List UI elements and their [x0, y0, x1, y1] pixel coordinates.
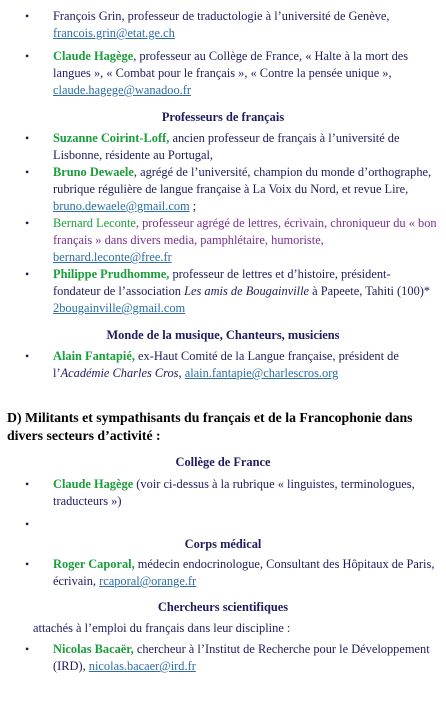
profs-list: [0, 130, 446, 317]
list-item: [0, 48, 446, 99]
person-name: Suzanne Coirint-Loff,: [53, 131, 170, 145]
email-link[interactable]: alain.fantapie@charlescros.org: [184, 366, 339, 380]
section-heading-profs: Professeurs de français: [161, 110, 285, 124]
section-heading-college: Collège de France: [175, 455, 271, 469]
bullet-icon: •: [25, 477, 30, 491]
section-heading-research: Chercheurs scientifiques: [157, 600, 289, 614]
academy-name: Académie Charles Cros: [60, 366, 179, 380]
list-item: [0, 215, 446, 266]
medical-list: [0, 556, 446, 590]
person-name: Bernard Leconte: [53, 216, 136, 230]
person-name: Roger Caporal,: [53, 557, 135, 571]
bullet-icon: •: [25, 49, 30, 63]
email-link[interactable]: claude.hagege@wanadoo.fr: [53, 83, 192, 97]
person-name: Bruno Dewaele: [53, 165, 134, 179]
list-item: [0, 130, 446, 164]
email-link[interactable]: bruno.dewaele@gmail.com: [53, 199, 190, 213]
person-name: Claude Hagège: [53, 477, 134, 491]
list-item: [0, 476, 446, 510]
email-link[interactable]: nicolas.bacaer@ird.fr: [88, 659, 196, 673]
item-text: François Grin, professeur de traductologie à l’université de Genève,: [53, 9, 390, 23]
association-name: Les amis de Bougainville: [184, 284, 310, 298]
item-text: , agrégé de l’université, champion du monde d’orthographe, rubrique régulière de langue française à La Voix du Nord, et revue Lire,: [53, 165, 432, 196]
list-item: [0, 8, 446, 42]
bullet-icon: •: [25, 216, 30, 230]
item-text: , professeur au Collège de France, « Halte à la mort des langues », « Combat pour le français », « Contre la pensée unique »,: [53, 49, 409, 80]
email-link[interactable]: rcaporal@orange.fr: [99, 574, 197, 588]
list-item-empty: [0, 516, 446, 533]
item-text: chercheur à l’Institut de Recherche pour le Développement (IRD),: [53, 642, 430, 673]
list-item: [0, 164, 446, 215]
music-list: [0, 348, 446, 382]
item-text-after: ;: [189, 199, 197, 213]
person-name: Philippe Prudhomme,: [53, 267, 170, 281]
bullet-icon: •: [25, 557, 30, 571]
item-text: professeur de lettres et d’histoire, président-fondateur de l’association: [53, 267, 391, 298]
email-link[interactable]: 2bougainville@gmail.com: [53, 301, 186, 315]
person-name: Alain Fantapié,: [53, 349, 135, 363]
top-list: [0, 8, 446, 99]
research-list: [0, 641, 446, 675]
list-item: [0, 266, 446, 317]
item-text: médecin endocrinologue, Consultant des Hôpitaux de Paris, écrivain,: [53, 557, 435, 588]
person-name: Nicolas Bacaër,: [53, 642, 134, 656]
item-text: , professeur agrégé de lettres, écrivain, chroniqueur du « bon français » dans divers media, pamphlétaire, humoriste,: [53, 216, 437, 247]
item-text: ,: [178, 366, 185, 380]
bullet-icon: •: [25, 165, 30, 179]
bullet-icon: •: [25, 349, 30, 363]
item-text: (voir ci-dessus à la rubrique « linguistes, terminologues, traducteurs »): [53, 477, 415, 508]
person-name: Claude Hagège: [53, 49, 134, 63]
item-text: ancien professeur de français à l’université de Lisbonne, résidente au Portugal,: [53, 131, 400, 162]
item-text: ex-Haut Comité de la Langue française, président de l’: [53, 349, 399, 380]
college-list: [0, 476, 446, 533]
list-item: [0, 556, 446, 590]
bullet-icon: •: [25, 517, 30, 531]
section-heading-medical: Corps médical: [184, 537, 262, 551]
section-heading-music: Monde de la musique, Chanteurs, musiciens: [106, 328, 340, 342]
email-link[interactable]: francois.grin@etat.ge.ch: [53, 26, 175, 40]
bullet-icon: •: [25, 267, 30, 281]
list-item: [0, 641, 446, 675]
research-note: attachés à l’emploi du français dans leur discipline :: [33, 621, 291, 635]
bullet-icon: •: [25, 9, 30, 23]
list-item: [0, 348, 446, 382]
bullet-icon: •: [25, 642, 30, 656]
bullet-icon: •: [25, 131, 30, 145]
main-heading: D) Militants et sympathisants du français et de la Francophonie dans divers secteurs d’activité :: [7, 410, 413, 443]
email-link[interactable]: bernard.leconte@free.fr: [53, 250, 172, 264]
item-text: à Papeete, Tahiti (100)*: [309, 284, 431, 298]
